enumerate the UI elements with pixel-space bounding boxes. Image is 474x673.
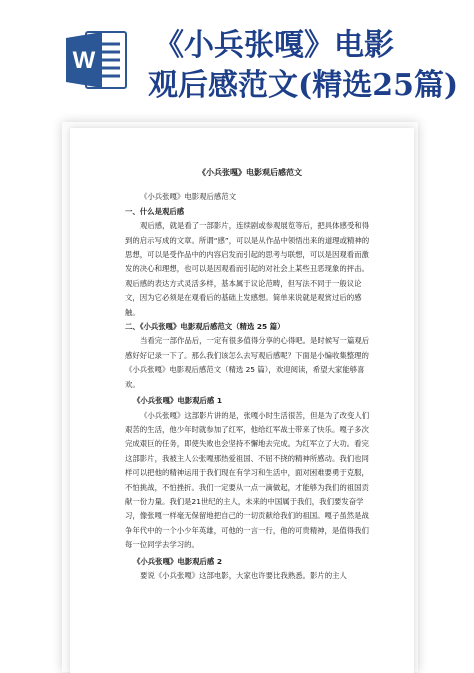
subsection-heading: 《小兵张嘎》电影观后感 1 xyxy=(133,396,223,406)
title-line-1: 《小兵张嘎》电影 xyxy=(154,28,394,63)
page-title xyxy=(146,26,466,106)
word-doc-icon xyxy=(66,30,128,90)
section-heading: 一、什么是观后感 xyxy=(125,206,185,216)
section-heading: 二、《小兵张嘎》电影观后感范文（精选 25 篇） xyxy=(125,322,285,332)
document-body xyxy=(125,166,375,583)
document-title: 《小兵张嘎》电影观后感范文 xyxy=(198,168,302,177)
word-logo-letter: W xyxy=(72,47,96,74)
doc-paragraph: 《小兵张嘎》这部影片讲的是，张嘎小时生活很苦，但是为了改变人们艰苦的生活，他少年时就参加了红军，他给红军战士带来了快乐。嘎子多次完成艰巨的任务，即使失败也会坚持不懈地去完成。为红军立了大功。看完这部影片，我被主人公张嘎那热爱祖国、不屈不挠的精神所感动。我们也同样可以把他的精神运用于我们现在有学习和生活中，面对困难要勇于克服，不怕挑战，不怕挫折。我们一定要从一点一滴做起，才能够为我们的祖国贡献一份力量。我们是21世纪的主人，未来的中国属于我们，我们要发奋学习，像张嘎一样毫无保留地把自己的一切贡献给我们的祖国。嘎子虽然是战争年代中的一个小少年英雄，可他的一言一行，他的可贵精神，是值得我们每一位同学去学习的。 xyxy=(125,410,370,550)
doc-paragraph: 当看完一部作品后，一定有很多值得分享的心得吧。是时候写一篇观后感好好记录一下了。那么我们该怎么去写观后感呢？下面是小编收集整理的《小兵张嘎》电影观后感范文（精选 25 篇），欢迎阅读，希望大家能够喜欢。 xyxy=(125,336,370,389)
doc-paragraph: 观后感，就是看了一部影片，连续剧或参观展览等后，把具体感受和得到的启示写成的文章。所谓“感”，可以是从作品中领悟出来的道理或精神的思想，可以是受作品中的内容启发而引起的思考与联想，可以是因观看而激发的决心和理想，也可以是因观看而引起的对社会上某些丑恶现象的抨击。观后感的表达方式灵活多样，基本属于议论范畴，但写法不同于一般议论文，因为它必须是在观看后的基础上发感想。简单来说就是观赏过后的感触。 xyxy=(125,221,370,317)
title-line-2: 观后感范文(精选25篇) xyxy=(148,68,459,103)
document-page xyxy=(70,128,414,673)
doc-paragraph: 要说《小兵张嘎》这部电影，大家也许要比我熟悉。影片的主人 xyxy=(140,570,347,580)
doc-paragraph: 《小兵张嘎》电影观后感范文 xyxy=(140,192,237,202)
subsection-heading: 《小兵张嘎》电影观后感 2 xyxy=(133,556,223,566)
